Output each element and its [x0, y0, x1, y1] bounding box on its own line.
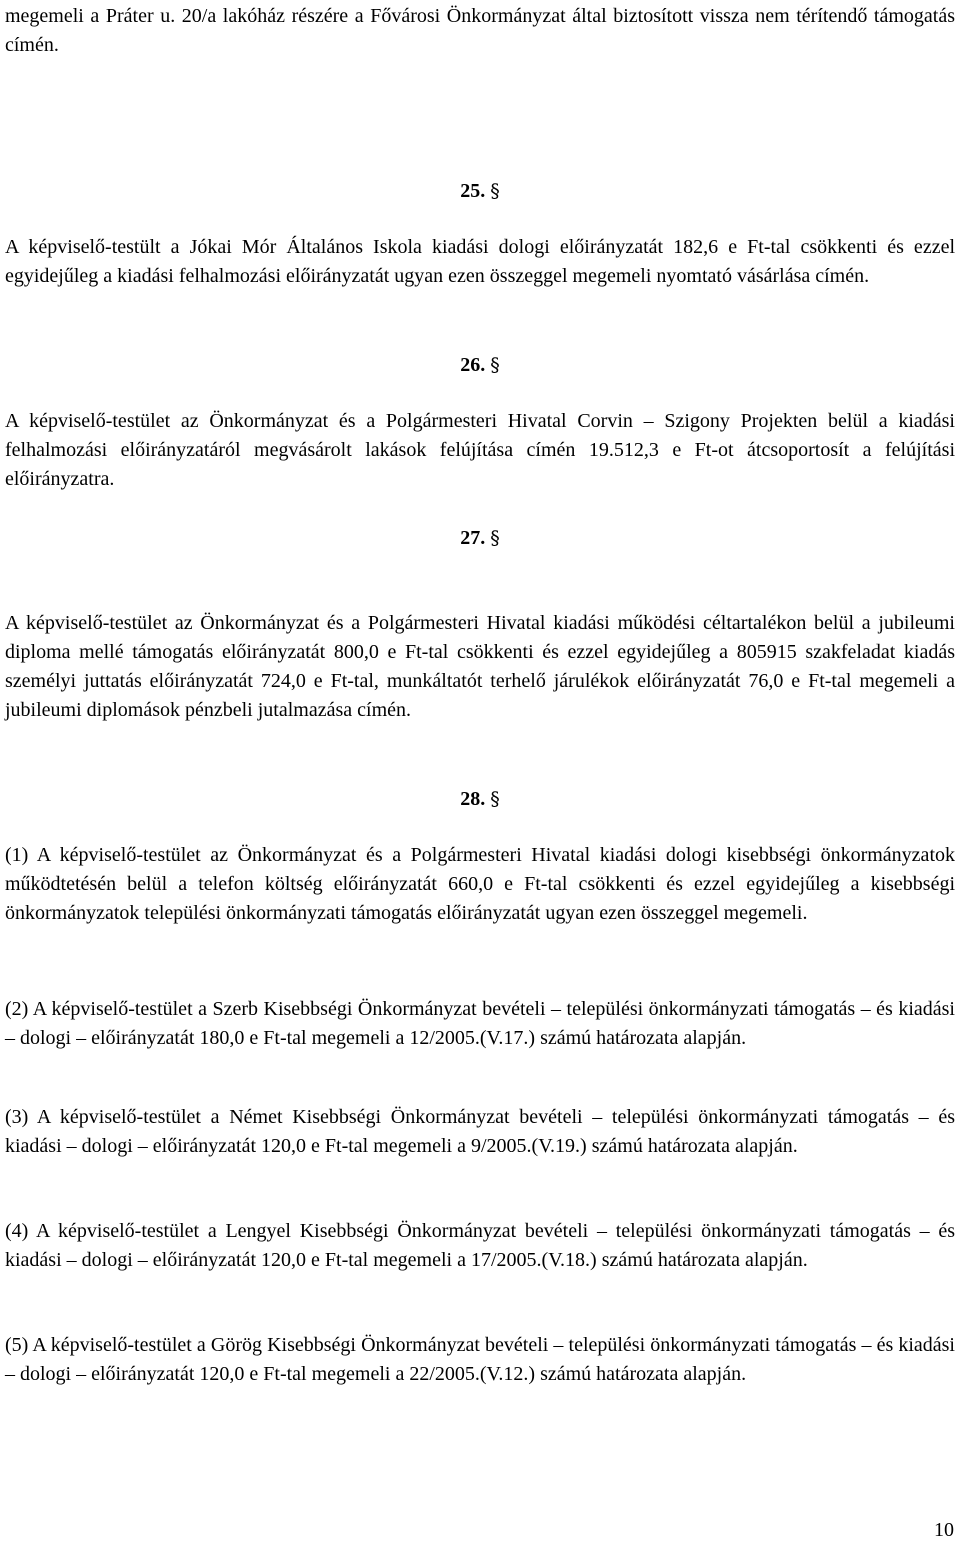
intro-block: [5, 2, 955, 60]
section-paragraph: A képviselő-testület az Önkormányzat és a Polgármesteri Hivatal kiadási működési céltartalékon belül a jubileumi diploma mellé támogatás előirányzatát 800,0 e Ft-tal csökkenti és ezzel egyidejűleg a 805915 szakfeladat kiadás személyi juttatás előirányzatát 724,0 e Ft-tal, munkáltatót terhelő járulékok előirányzatát 76,0 e Ft-tal megemeli a jubileumi diplomások pénzbeli jutalmazása címén.: [5, 612, 955, 721]
subsection-paragraph: (2) A képviselő-testület a Szerb Kisebbségi Önkormányzat bevételi – települési önkormányzati támogatás – és kiadási – dologi – előirányzatát 180,0 e Ft-tal megemeli a 12/2005.(V.17.) számú határozata alapján.: [5, 998, 955, 1049]
section-body-25: [5, 233, 955, 291]
paragraph-sign: §: [490, 180, 500, 202]
subsection-paragraph: (4) A képviselő-testület a Lengyel Kisebbségi Önkormányzat bevételi – települési önkormányzati támogatás – és kiadási – dologi – előirányzatát 120,0 e Ft-tal megemeli a 17/2005.(V.18.) számú határozata alapján.: [5, 1220, 955, 1271]
section-body-26: [5, 407, 955, 494]
section-number: 25.: [460, 180, 486, 202]
page-number: 10: [934, 1519, 954, 1541]
section-number: 28.: [460, 788, 486, 810]
section-paragraph: A képviselő-testület az Önkormányzat és a Polgármesteri Hivatal Corvin – Szigony Projekten belül a kiadási felhalmozási előirányzatáról megvásárolt lakások felújítása címén 19.512,3 e Ft-ot átcsoportosít a felújítási előirányzatra.: [5, 410, 955, 490]
section-heading-25: [5, 177, 955, 206]
section-28-subsection-2: [5, 995, 955, 1053]
section-heading-28: [5, 785, 955, 814]
section-heading-26: [5, 351, 955, 380]
paragraph-sign: §: [490, 527, 500, 549]
section-body-27: [5, 609, 955, 725]
section-number: 26.: [460, 354, 486, 376]
paragraph-sign: §: [490, 354, 500, 376]
section-heading-27: [5, 524, 955, 553]
subsection-paragraph: (5) A képviselő-testület a Görög Kisebbségi Önkormányzat bevételi – települési önkormányzati támogatás – és kiadási – dologi – előirányzatát 120,0 e Ft-tal megemeli a 22/2005.(V.12.) számú határozata alapján.: [5, 1334, 955, 1385]
section-number: 27.: [460, 527, 486, 549]
intro-paragraph: megemeli a Práter u. 20/a lakóház részére a Fővárosi Önkormányzat által biztosított vissza nem térítendő támogatás címén.: [5, 5, 955, 56]
section-28-subsection-4: [5, 1217, 955, 1275]
subsection-paragraph: (1) A képviselő-testület az Önkormányzat és a Polgármesteri Hivatal kiadási dologi kisebbségi önkormányzatok működtetésén belül a telefon költség előirányzatát 660,0 e Ft-tal csökkenti és ezzel egyidejűleg a kisebbségi önkormányzatok települési önkormányzati támogatás előirányzatát ugyan ezen összeggel megemeli.: [5, 844, 955, 924]
section-28-subsection-3: [5, 1103, 955, 1161]
paragraph-sign: §: [490, 788, 500, 810]
section-paragraph: A képviselő-testült a Jókai Mór Általános Iskola kiadási dologi előirányzatát 182,6 e Ft-tal csökkenti és ezzel egyidejűleg a kiadási felhalmozási előirányzatát ugyan ezen összeggel megemeli nyomtató vásárlása címén.: [5, 236, 955, 287]
subsection-paragraph: (3) A képviselő-testület a Német Kisebbségi Önkormányzat bevételi – települési önkormányzati támogatás – és kiadási – dologi – előirányzatát 120,0 e Ft-tal megemeli a 9/2005.(V.19.) számú határozata alapján.: [5, 1106, 955, 1157]
section-28-subsection-5: [5, 1331, 955, 1389]
section-28-subsection-1: [5, 841, 955, 928]
